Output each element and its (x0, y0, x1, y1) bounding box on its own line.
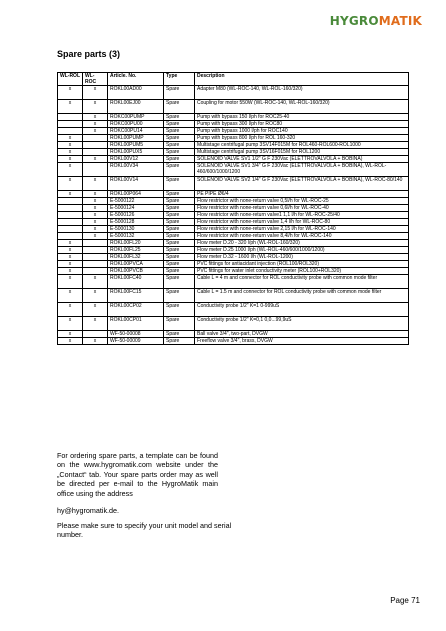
cell-wl-rol: x (58, 142, 83, 149)
cell-description: Flow restrictor with none-return valve1 1,1 l/h for WL-ROC-25/40 (195, 212, 409, 219)
cell-wl-rol (58, 226, 83, 233)
cell-type: Spare (164, 163, 195, 177)
page-number: Page 71 (390, 596, 420, 605)
cell-wl-roc (83, 268, 108, 275)
cell-wl-roc: x (83, 205, 108, 212)
cell-wl-roc (83, 142, 108, 149)
table-row (58, 163, 409, 177)
cell-description: Cable L = 1.5 m and connector for ROL conductivity probe with common mode filter (195, 289, 409, 303)
cell-description: Freeflow valve 3/4", brass, DVGW (195, 338, 409, 345)
column-header-description: Description (195, 73, 409, 86)
cell-description: Pump with bypass 150 l/ph for ROC25-40 (195, 114, 409, 121)
hygromatik-logo (330, 14, 422, 28)
cell-wl-roc: x (83, 303, 108, 317)
cell-wl-roc: x (83, 100, 108, 114)
cell-description: Pump with bypass 1000 l/ph for ROC140 (195, 128, 409, 135)
table-row (58, 86, 409, 100)
cell-wl-roc: x (83, 156, 108, 163)
table-row (58, 331, 409, 338)
table-row (58, 198, 409, 205)
cell-article-no: ROKL00PVCB (108, 268, 164, 275)
cell-wl-rol (58, 205, 83, 212)
cell-wl-rol (58, 198, 83, 205)
column-header-wl-rol: WL-ROL (58, 73, 83, 86)
cell-wl-roc: x (83, 177, 108, 191)
table-row (58, 261, 409, 268)
cell-description: Flow restrictor with none-return valve 0,6l/h for WL-ROC-40 (195, 205, 409, 212)
cell-wl-roc (83, 247, 108, 254)
cell-description: Cable L = 4 m and connector for ROL conductivity probe with common mode filter (195, 275, 409, 289)
cell-description: Conductivity probe 1/2" K=0,1 0,0...99,9uS (195, 317, 409, 331)
cell-article-no: ROKL00V14 (108, 177, 164, 191)
cell-wl-rol (58, 219, 83, 226)
cell-wl-roc: x (83, 275, 108, 289)
cell-description: Flow meter D.25 1000 l/ph (WL-ROL-460/600/1000/1200) (195, 247, 409, 254)
cell-article-no: ROKL00CP01 (108, 317, 164, 331)
cell-description: Flow meter D.20 - 320 l/ph (WL-ROL-160/320) (195, 240, 409, 247)
cell-description: PE PIPE Ø6/4 (195, 191, 409, 198)
cell-wl-rol: x (58, 289, 83, 303)
cell-description: Flow restrictor with none-return valve 2,15 l/h for WL-ROC-140 (195, 226, 409, 233)
table-row (58, 289, 409, 303)
cell-wl-rol: x (58, 135, 83, 142)
cell-wl-roc (83, 240, 108, 247)
table-row (58, 338, 409, 345)
cell-type: Spare (164, 142, 195, 149)
cell-wl-rol (58, 212, 83, 219)
cell-wl-rol (58, 233, 83, 240)
cell-wl-rol: x (58, 317, 83, 331)
ordering-paragraph: For ordering spare parts, a template can be found on the www.hygromatik.com website under the „Contact“ tab. Your spare parts order may as well be directed per e-mail to the HygroMatik main office using the address (57, 451, 218, 498)
cell-article-no: ROKL00PUM5 (108, 142, 164, 149)
cell-wl-roc: x (83, 114, 108, 121)
cell-article-no: E-5000128 (108, 219, 164, 226)
cell-description: Flow meter D.32 - 1600 l/h (WL-ROL-1200) (195, 254, 409, 261)
cell-article-no: ROKC00PU00 (108, 121, 164, 128)
cell-description: Ball valve 3/4", two-part, DVGW (195, 331, 409, 338)
cell-article-no: E-5000126 (108, 212, 164, 219)
cell-type: Spare (164, 275, 195, 289)
table-row (58, 191, 409, 198)
cell-article-no: ROKL00V34 (108, 163, 164, 177)
cell-description: Flow restrictor with none-return valve 8,4l/h for WL-ROC-140 (195, 233, 409, 240)
cell-article-no: E-5000122 (108, 198, 164, 205)
cell-type: Spare (164, 205, 195, 212)
table-row (58, 177, 409, 191)
cell-article-no: ROKL00FL25 (108, 247, 164, 254)
cell-wl-roc (83, 149, 108, 156)
cell-wl-rol (58, 114, 83, 121)
cell-description: SOLENOID VALVE SV1 1/2" G F 230Vac (ELETTROVALVOLA + BOBINA) (195, 156, 409, 163)
cell-wl-roc (83, 331, 108, 338)
cell-wl-roc (83, 135, 108, 142)
table-row (58, 317, 409, 331)
cell-wl-roc: x (83, 128, 108, 135)
spare-parts-table (57, 72, 409, 345)
cell-type: Spare (164, 317, 195, 331)
cell-description: PVC fittings for water inlet conductivity meter (ROL100+ROL320) (195, 268, 409, 275)
table-row (58, 128, 409, 135)
table-header-row (58, 73, 409, 86)
table-row (58, 219, 409, 226)
cell-description: Coupling for motor 550W (WL-ROC-140, WL-ROL-160/320) (195, 100, 409, 114)
cell-article-no: ROKL00CP02 (108, 303, 164, 317)
cell-description: PVC fittings for antiacidant injection (ROL100/ROL320) (195, 261, 409, 268)
cell-type: Spare (164, 100, 195, 114)
cell-article-no: ROKC00PU14 (108, 128, 164, 135)
cell-wl-rol: x (58, 156, 83, 163)
cell-wl-roc: x (83, 289, 108, 303)
cell-wl-rol: x (58, 275, 83, 289)
cell-article-no: ROKL00PVCA (108, 261, 164, 268)
cell-wl-roc: x (83, 233, 108, 240)
table-row (58, 226, 409, 233)
specify-paragraph: Please make sure to specify your unit model and serial number. (57, 521, 232, 540)
table-row (58, 100, 409, 114)
cell-wl-rol: x (58, 240, 83, 247)
table-row (58, 149, 409, 156)
table-row (58, 121, 409, 128)
cell-description: SOLENOID VALVE SV2 1/4" G F 230Vac (ELETTROVALVOLA + BOBINA), WL-ROC-80/140 (195, 177, 409, 191)
cell-wl-rol: x (58, 149, 83, 156)
cell-wl-rol: x (58, 191, 83, 198)
cell-article-no: ROKL00FL20 (108, 240, 164, 247)
cell-type: Spare (164, 289, 195, 303)
cell-wl-rol: x (58, 100, 83, 114)
cell-type: Spare (164, 254, 195, 261)
cell-article-no: E-5000130 (108, 226, 164, 233)
cell-description: Conductivity probe 1/2" K=1 0-999uS (195, 303, 409, 317)
cell-type: Spare (164, 212, 195, 219)
table-row (58, 142, 409, 149)
cell-type: Spare (164, 135, 195, 142)
cell-article-no: ROKL00EJ00 (108, 100, 164, 114)
table-row (58, 156, 409, 163)
cell-description: Adapter M80 (WL-ROC-140, WL-ROL-160/320) (195, 86, 409, 100)
table-row (58, 135, 409, 142)
column-header-wl-roc: WL-ROC (83, 73, 108, 86)
cell-description: Multistage centrifugal pump 3SV14F015M for ROL460-ROL600-ROL1000 (195, 142, 409, 149)
cell-type: Spare (164, 268, 195, 275)
table-row (58, 212, 409, 219)
cell-type: Spare (164, 247, 195, 254)
cell-article-no: ROKL00PUMP (108, 135, 164, 142)
cell-description: Pump with bypass 800 l/ph for ROL 160-320 (195, 135, 409, 142)
page-title: Spare parts (3) (57, 49, 121, 59)
cell-article-no: ROKL00P064 (108, 191, 164, 198)
cell-wl-roc: x (83, 191, 108, 198)
cell-wl-roc: x (83, 212, 108, 219)
cell-article-no: WF-50-00008 (108, 331, 164, 338)
cell-type: Spare (164, 198, 195, 205)
cell-wl-rol (58, 128, 83, 135)
cell-type: Spare (164, 219, 195, 226)
cell-wl-rol: x (58, 247, 83, 254)
cell-wl-rol: x (58, 163, 83, 177)
cell-description: Flow restrictor with none-return valve 0,5l/h for WL-ROC-25 (195, 198, 409, 205)
cell-type: Spare (164, 240, 195, 247)
cell-wl-roc: x (83, 317, 108, 331)
logo-matik-text: MATIK (378, 14, 422, 28)
table-body (58, 86, 409, 345)
table-row (58, 247, 409, 254)
cell-article-no: ROKL00AD00 (108, 86, 164, 100)
table-row (58, 275, 409, 289)
cell-type: Spare (164, 121, 195, 128)
column-header-article-no: Article. No. (108, 73, 164, 86)
cell-wl-rol: x (58, 268, 83, 275)
logo-hygro-text: HYGRO (329, 14, 379, 28)
cell-article-no: ROKC00PUMP (108, 114, 164, 121)
cell-type: Spare (164, 303, 195, 317)
cell-wl-roc (83, 163, 108, 177)
cell-wl-rol: x (58, 303, 83, 317)
email-address: hy@hygromatik.de. (57, 506, 120, 515)
cell-wl-roc (83, 261, 108, 268)
table-row (58, 268, 409, 275)
table-row (58, 303, 409, 317)
cell-wl-roc: x (83, 226, 108, 233)
table-row (58, 114, 409, 121)
cell-type: Spare (164, 177, 195, 191)
cell-article-no: ROKL00FL32 (108, 254, 164, 261)
cell-article-no: E-5000132 (108, 233, 164, 240)
cell-wl-roc: x (83, 338, 108, 345)
cell-description: SOLENOID VALVE SV1 3/4" G F 230Vac (ELETTROVALVOLA + BOBINA), WL-ROL-460/600/1000/1200 (195, 163, 409, 177)
cell-wl-rol: x (58, 254, 83, 261)
cell-wl-roc: x (83, 219, 108, 226)
cell-wl-roc (83, 254, 108, 261)
cell-article-no: E-5000124 (108, 205, 164, 212)
cell-type: Spare (164, 128, 195, 135)
cell-wl-roc: x (83, 86, 108, 100)
cell-type: Spare (164, 331, 195, 338)
table-row (58, 240, 409, 247)
cell-type: Spare (164, 149, 195, 156)
cell-article-no: ROKL00FC15 (108, 289, 164, 303)
column-header-type: Type (164, 73, 195, 86)
cell-wl-rol: x (58, 177, 83, 191)
cell-article-no: ROKL00PUX5 (108, 149, 164, 156)
cell-wl-roc: x (83, 198, 108, 205)
cell-type: Spare (164, 156, 195, 163)
cell-type: Spare (164, 338, 195, 345)
table-row (58, 205, 409, 212)
cell-article-no: WF-50-00009 (108, 338, 164, 345)
cell-wl-rol: x (58, 331, 83, 338)
cell-wl-rol (58, 121, 83, 128)
cell-wl-roc: x (83, 121, 108, 128)
cell-type: Spare (164, 226, 195, 233)
cell-wl-rol: x (58, 86, 83, 100)
cell-type: Spare (164, 261, 195, 268)
table-row (58, 233, 409, 240)
cell-description: Multistage centrifugal pump 3SV16F015M for ROL1200 (195, 149, 409, 156)
table-row (58, 254, 409, 261)
cell-wl-rol: x (58, 261, 83, 268)
cell-article-no: ROKL00V12 (108, 156, 164, 163)
cell-article-no: ROKL00FC40 (108, 275, 164, 289)
cell-type: Spare (164, 191, 195, 198)
cell-description: Pump with bypass 300 l/ph for ROC80 (195, 121, 409, 128)
cell-type: Spare (164, 114, 195, 121)
cell-wl-rol: x (58, 338, 83, 345)
cell-type: Spare (164, 233, 195, 240)
cell-description: Flow restrictor with none-return valve 1,4 l/h for WL-ROC-80 (195, 219, 409, 226)
cell-type: Spare (164, 86, 195, 100)
